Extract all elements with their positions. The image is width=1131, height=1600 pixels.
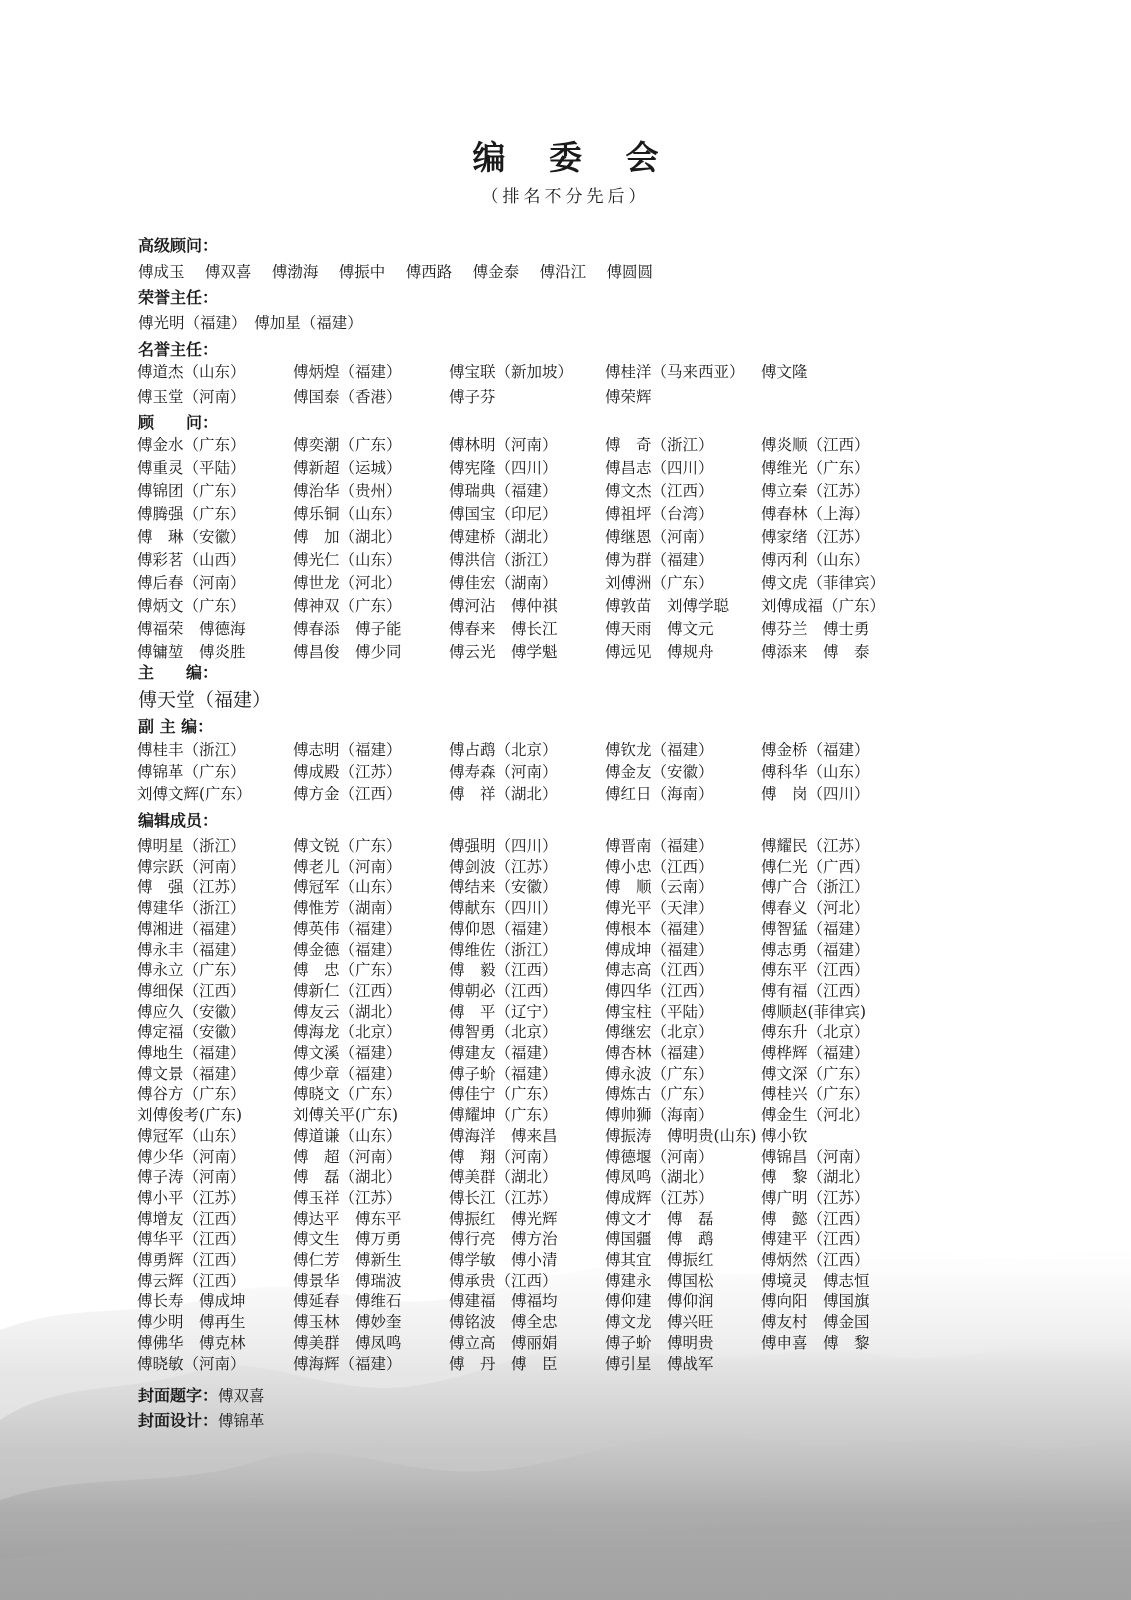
- name-entry: 傅祖坪（台湾）: [605, 505, 714, 523]
- cover-design-label: 封面设计：: [138, 1411, 219, 1430]
- name-entry: 傅昌志（四川）: [605, 459, 714, 477]
- name-entry: 刘傅文辉(广东）: [137, 785, 252, 803]
- cover-calligraphy-label: 封面题字：: [138, 1386, 219, 1405]
- name-entry: 傅志勇（福建）: [761, 940, 870, 959]
- name-entry: 傅文锐（广东）: [293, 837, 402, 855]
- editorial-members-row: [0, 1186, 1131, 1208]
- editorial-members-row: [0, 1310, 1131, 1332]
- name-entry: 傅铭波 傅全忠: [449, 1313, 558, 1332]
- editorial-members-row: [0, 958, 1131, 980]
- name-entry: 傅长江（江苏）: [449, 1188, 558, 1207]
- name-entry: 傅炳煌（福建）: [293, 363, 402, 381]
- editorial-members-row: [0, 979, 1131, 1001]
- name-entry: 傅文溪（福建）: [293, 1044, 402, 1062]
- page-subtitle: （排名不分先后）: [481, 187, 650, 207]
- name-entry: 傅彩茗（山西）: [137, 551, 246, 569]
- name-entry: 傅春林（上海）: [761, 505, 870, 523]
- name-entry: 傅振涛 傅明贵(山东): [605, 1126, 757, 1145]
- name-entry: 傅广明（江苏）: [761, 1188, 870, 1207]
- name-entry: 傅增友（江西）: [137, 1209, 246, 1228]
- name-entry: 傅乐铜（山东）: [293, 505, 402, 523]
- name-entry: 傅光仁（山东）: [293, 551, 402, 569]
- editorial-members-row: [0, 1331, 1131, 1353]
- deputy-editors-row: [0, 760, 1131, 782]
- name-entry: 傅文深（广东）: [761, 1064, 870, 1083]
- editorial-members-row: [0, 1207, 1131, 1229]
- name-entry: 傅华平（江西）: [137, 1230, 246, 1249]
- name-entry: 傅晓文（广东）: [293, 1085, 402, 1104]
- name-entry: 傅芬兰 傅士勇: [761, 620, 870, 638]
- editorial-members-label: 编辑成员：: [138, 811, 219, 830]
- name-entry: 傅 岗（四川）: [761, 785, 870, 803]
- name-entry: 傅智猛（福建）: [761, 919, 870, 938]
- name-entry: 傅炼古（广东）: [605, 1085, 714, 1104]
- name-entry: 傅洪信（浙江）: [449, 551, 558, 569]
- name-entry: 傅 奇（浙江）: [605, 436, 714, 454]
- name-entry: 刘傅洲（广东）: [605, 574, 714, 592]
- honorary-chair-row: [0, 360, 1131, 382]
- name-entry: 傅申喜 傅 黎: [761, 1333, 870, 1352]
- name-entry: 傅林明（河南）: [449, 436, 558, 454]
- name-entry: 傅文龙 傅兴旺: [605, 1313, 714, 1332]
- name-entry: 傅文生 傅万勇: [293, 1230, 402, 1249]
- editorial-members-row: [0, 1103, 1131, 1125]
- name-entry: 傅晋南（福建）: [605, 837, 714, 855]
- name-entry: 傅四华（江西）: [605, 981, 714, 1000]
- name-entry: 傅永立（广东）: [137, 961, 246, 980]
- name-entry: 傅 祥（湖北）: [449, 785, 558, 803]
- name-entry: 傅文景（福建）: [137, 1064, 246, 1083]
- name-entry: 傅耀民（江苏）: [761, 837, 870, 855]
- name-entry: 傅 丹 傅 臣: [449, 1354, 558, 1373]
- name-entry: 傅 超（河南）: [293, 1147, 402, 1166]
- name-entry: 傅钦龙（福建）: [605, 741, 714, 759]
- name-entry: 傅锦昌（河南）: [761, 1147, 870, 1166]
- name-entry: 傅友云（湖北）: [293, 1002, 402, 1021]
- name-entry: 傅玉堂（河南）: [137, 388, 246, 406]
- name-entry: 傅志明（福建）: [293, 741, 402, 759]
- name-entry: 傅惟芳（湖南）: [293, 899, 402, 918]
- name-entry: 傅建福 傅福均: [449, 1292, 558, 1311]
- editorial-members-row: [0, 1269, 1131, 1291]
- name-entry: 傅智勇（北京）: [449, 1023, 558, 1042]
- page-title: 编 委 会: [472, 138, 675, 177]
- name-entry: 傅应久（安徽）: [137, 1002, 246, 1021]
- name-entry: 傅家绪（江苏）: [761, 528, 870, 546]
- cover-design-credit: [138, 1408, 265, 1431]
- editorial-members-row: [0, 1041, 1131, 1063]
- name-entry: 傅立高 傅丽娟: [449, 1333, 558, 1352]
- deputy-editors-row: [0, 738, 1131, 760]
- name-entry: 傅达平 傅东平: [293, 1209, 402, 1228]
- name-entry: 傅东平（江西）: [761, 961, 870, 980]
- name-entry: 傅美群（湖北）: [449, 1168, 558, 1187]
- name-entry: 傅成殿（江苏）: [293, 763, 402, 781]
- editorial-members-row: [0, 1082, 1131, 1104]
- deputy-editors-row: [0, 782, 1131, 804]
- name-entry: 傅建平（江西）: [761, 1230, 870, 1249]
- advisors-row: [0, 548, 1131, 570]
- name-entry: 傅少明 傅再生: [137, 1313, 246, 1332]
- name-entry: 傅神双（广东）: [293, 597, 402, 615]
- name-entry: 傅 磊（湖北）: [293, 1168, 402, 1187]
- name-entry: 傅 平（辽宁）: [449, 1002, 558, 1021]
- senior-advisors-names: 傅成玉 傅双喜 傅渤海 傅振中 傅西路 傅金泰 傅沿江 傅圆圆: [138, 263, 653, 281]
- name-entry: 傅镛堃 傅炎胜: [137, 643, 246, 661]
- name-entry: 傅荣辉: [605, 388, 652, 406]
- name-entry: 傅佳宁（广东）: [449, 1085, 558, 1104]
- name-entry: 傅佛华 傅克林: [137, 1333, 246, 1352]
- editorial-members-row: [0, 896, 1131, 918]
- name-entry: 傅红日（海南）: [605, 785, 714, 803]
- name-entry: 傅福荣 傅德海: [137, 620, 246, 638]
- name-entry: 傅永丰（福建）: [137, 940, 246, 959]
- name-entry: 傅湘进（福建）: [137, 919, 246, 938]
- name-entry: 傅海辉（福建）: [293, 1354, 402, 1373]
- name-entry: 傅帅狮（海南）: [605, 1106, 714, 1125]
- cover-calligraphy-credit: [138, 1383, 265, 1406]
- name-entry: 傅春义（河北）: [761, 899, 870, 918]
- name-entry: 傅桦辉（福建）: [761, 1044, 870, 1062]
- name-entry: 傅佳宏（湖南）: [449, 574, 558, 592]
- name-entry: 傅文才 傅 磊: [605, 1209, 714, 1228]
- name-entry: 傅结来（安徽）: [449, 878, 558, 897]
- name-entry: 傅向阳 傅国旗: [761, 1292, 870, 1311]
- name-entry: 傅强明（四川）: [449, 837, 558, 855]
- name-entry: 傅 顺（云南）: [605, 878, 714, 897]
- name-entry: 傅顺赵(菲律宾): [761, 1002, 867, 1021]
- name-entry: 傅成坤（福建）: [605, 940, 714, 959]
- name-entry: 傅奕潮（广东）: [293, 436, 402, 454]
- name-entry: 傅新仁（江西）: [293, 981, 402, 1000]
- name-entry: 傅河沾 傅仲祺: [449, 597, 558, 615]
- editorial-members-row: [0, 1145, 1131, 1167]
- name-entry: 傅学敏 傅小清: [449, 1251, 558, 1269]
- name-entry: 傅仰恩（福建）: [449, 919, 558, 938]
- editorial-members-row: [0, 1352, 1131, 1374]
- name-entry: 傅小忠（江西）: [605, 857, 714, 876]
- name-entry: 傅治华（贵州）: [293, 482, 402, 500]
- name-entry: 傅振红 傅光辉: [449, 1209, 558, 1228]
- name-entry: 傅杏林（福建）: [605, 1044, 714, 1062]
- name-entry: 傅道杰（山东）: [137, 363, 246, 381]
- name-entry: 傅小钦: [761, 1126, 808, 1145]
- name-entry: 傅宪隆（四川）: [449, 459, 558, 477]
- name-entry: 傅寿森（河南）: [449, 763, 558, 781]
- name-entry: 傅占鹉（北京）: [449, 741, 558, 759]
- name-entry: 傅谷方（广东）: [137, 1085, 246, 1104]
- editorial-members-row: [0, 1248, 1131, 1270]
- name-entry: 傅建永 傅国松: [605, 1271, 714, 1290]
- name-entry: 傅勇辉（江西）: [137, 1251, 246, 1269]
- name-entry: 傅维光（广东）: [761, 459, 870, 477]
- chief-editor-label: 主 编：: [138, 663, 219, 682]
- name-entry: 傅国疆 傅 鹉: [605, 1230, 714, 1249]
- name-entry: 傅桂丰（浙江）: [137, 741, 246, 759]
- name-entry: 傅 加（湖北）: [293, 528, 402, 546]
- name-entry: 傅冠军（山东）: [293, 878, 402, 897]
- name-entry: 傅维佐（浙江）: [449, 940, 558, 959]
- name-entry: 傅炳文（广东）: [137, 597, 246, 615]
- name-entry: 傅子蚧（福建）: [449, 1064, 558, 1083]
- name-entry: 傅重灵（平陆）: [137, 459, 246, 477]
- honorary-chair-row: [0, 385, 1131, 407]
- name-entry: 傅春来 傅长江: [449, 620, 558, 638]
- name-entry: 傅金友（安徽）: [605, 763, 714, 781]
- name-entry: 傅少章（福建）: [293, 1064, 402, 1083]
- name-entry: 傅添来 傅 泰: [761, 643, 870, 661]
- name-entry: 傅承贵（江西）: [449, 1271, 558, 1290]
- name-entry: 傅云辉（江西）: [137, 1271, 246, 1290]
- name-entry: 傅宗跃（河南）: [137, 857, 246, 876]
- name-entry: 傅景华 傅瑞波: [293, 1271, 402, 1290]
- cover-design-value: 傅锦革: [218, 1412, 265, 1430]
- name-entry: 傅其宜 傅振红: [605, 1251, 714, 1269]
- name-entry: 傅 翔（河南）: [449, 1147, 558, 1166]
- name-entry: 傅金生（河北）: [761, 1106, 870, 1125]
- name-entry: 傅子芬: [449, 388, 496, 406]
- advisors-row: [0, 640, 1131, 662]
- name-entry: 傅建华（浙江）: [137, 899, 246, 918]
- name-entry: 傅东升（北京）: [761, 1023, 870, 1042]
- editorial-members-row: [0, 875, 1131, 897]
- deputy-editors-label: 副 主 编：: [138, 717, 214, 736]
- advisors-row: [0, 502, 1131, 524]
- name-entry: 傅友村 傅金国: [761, 1313, 870, 1332]
- honorary-director-label: 荣誉主任：: [138, 288, 219, 307]
- name-entry: 傅志高（江西）: [605, 961, 714, 980]
- name-entry: 傅凤鸣（湖北）: [605, 1168, 714, 1187]
- name-entry: 傅仁芳 傅新生: [293, 1251, 402, 1269]
- name-entry: 傅引星 傅战军: [605, 1354, 714, 1373]
- name-entry: 傅成辉（江苏）: [605, 1188, 714, 1207]
- senior-advisors-label: 高级顾问：: [138, 236, 219, 255]
- editorial-members-row: [0, 1124, 1131, 1146]
- chief-editor-name: 傅天堂（福建）: [138, 689, 272, 711]
- name-entry: 傅玉祥（江苏）: [293, 1188, 402, 1207]
- name-entry: 傅玉林 傅妙奎: [293, 1313, 402, 1332]
- editorial-members-row: [0, 1227, 1131, 1249]
- name-entry: 傅金桥（福建）: [761, 741, 870, 759]
- name-entry: 傅延春 傅维石: [293, 1292, 402, 1311]
- editorial-members-row: [0, 917, 1131, 939]
- name-entry: 刘傅俊考(广东): [137, 1106, 243, 1125]
- name-entry: 傅海洋 傅来昌: [449, 1126, 558, 1145]
- name-entry: 傅炎顺（江西）: [761, 436, 870, 454]
- name-entry: 傅长寿 傅成坤: [137, 1292, 246, 1311]
- name-entry: 傅继恩（河南）: [605, 528, 714, 546]
- name-entry: 傅朝必（江西）: [449, 981, 558, 1000]
- name-entry: 傅国宝（印尼）: [449, 505, 558, 523]
- name-entry: 傅子蚧 傅明贵: [605, 1333, 714, 1352]
- name-entry: 傅文杰（江西）: [605, 482, 714, 500]
- name-entry: 傅冠军（山东）: [137, 1126, 246, 1145]
- name-entry: 傅远见 傅规舟: [605, 643, 714, 661]
- name-entry: 傅 懿（江西）: [761, 1209, 870, 1228]
- editorial-members-row: [0, 1289, 1131, 1311]
- name-entry: 傅子涛（河南）: [137, 1168, 246, 1187]
- name-entry: 傅云光 傅学魁: [449, 643, 558, 661]
- name-entry: 傅剑波（江苏）: [449, 857, 558, 876]
- name-entry: 傅桂兴（广东）: [761, 1085, 870, 1104]
- editorial-members-row: [0, 938, 1131, 960]
- name-entry: 傅方金（江西）: [293, 785, 402, 803]
- advisors-row: [0, 433, 1131, 455]
- name-entry: 傅金水（广东）: [137, 436, 246, 454]
- name-entry: 傅宝联（新加坡）: [449, 363, 574, 381]
- editorial-members-row: [0, 1000, 1131, 1022]
- advisors-row: [0, 571, 1131, 593]
- name-entry: 傅英伟（福建）: [293, 919, 402, 938]
- name-entry: 傅地生（福建）: [137, 1044, 246, 1062]
- name-entry: 傅昌俊 傅少同: [293, 643, 402, 661]
- name-entry: 傅小平（江苏）: [137, 1188, 246, 1207]
- name-entry: 傅仁光（广西）: [761, 857, 870, 876]
- name-entry: 刘傅成福（广东）: [761, 597, 886, 615]
- name-entry: 傅科华（山东）: [761, 763, 870, 781]
- name-entry: 傅 琳（安徽）: [137, 528, 246, 546]
- name-entry: 傅为群（福建）: [605, 551, 714, 569]
- name-entry: 傅少华（河南）: [137, 1147, 246, 1166]
- editorial-members-row: [0, 1062, 1131, 1084]
- name-entry: 傅细保（江西）: [137, 981, 246, 1000]
- name-entry: 傅桂洋（马来西亚）: [605, 363, 745, 381]
- name-entry: 傅广合（浙江）: [761, 878, 870, 897]
- honorary-chair-label: 名誉主任：: [138, 340, 219, 359]
- name-entry: 傅腾强（广东）: [137, 505, 246, 523]
- name-entry: 傅锦团（广东）: [137, 482, 246, 500]
- name-entry: 傅美群 傅凤鸣: [293, 1333, 402, 1352]
- name-entry: 傅国泰（香港）: [293, 388, 402, 406]
- name-entry: 傅敦苗 刘傅学聪: [605, 597, 730, 615]
- name-entry: 傅晓敏（河南）: [137, 1354, 246, 1373]
- editorial-members-row: [0, 1020, 1131, 1042]
- name-entry: 傅立秦（江苏）: [761, 482, 870, 500]
- name-entry: 傅锦革（广东）: [137, 763, 246, 781]
- name-entry: 傅金德（福建）: [293, 940, 402, 959]
- name-entry: 傅行亮 傅方治: [449, 1230, 558, 1249]
- name-entry: 傅道谦（山东）: [293, 1126, 402, 1145]
- advisors-label: 顾 问：: [138, 413, 219, 432]
- name-entry: 傅天雨 傅文元: [605, 620, 714, 638]
- advisors-row: [0, 525, 1131, 547]
- name-entry: 傅定福（安徽）: [137, 1023, 246, 1042]
- name-entry: 傅世龙（河北）: [293, 574, 402, 592]
- editorial-members-row: [0, 834, 1131, 856]
- name-entry: 傅瑞典（福建）: [449, 482, 558, 500]
- name-entry: 傅建友（福建）: [449, 1044, 558, 1062]
- advisors-row: [0, 479, 1131, 501]
- advisors-row: [0, 594, 1131, 616]
- name-entry: 傅文隆: [761, 363, 808, 381]
- name-entry: 傅献东（四川）: [449, 899, 558, 918]
- name-entry: 傅春添 傅子能: [293, 620, 402, 638]
- name-entry: 傅老儿（河南）: [293, 857, 402, 876]
- name-entry: 傅 忠（广东）: [293, 961, 402, 980]
- honorary-director-names: 傅光明（福建） 傅加星（福建）: [138, 314, 363, 332]
- name-entry: 傅丙利（山东）: [761, 551, 870, 569]
- name-entry: 傅 黎（湖北）: [761, 1168, 870, 1187]
- name-entry: 傅耀坤（广东）: [449, 1106, 558, 1125]
- name-entry: 傅炳然（江西）: [761, 1251, 870, 1269]
- editorial-members-row: [0, 1165, 1131, 1187]
- name-entry: 刘傅关平(广东): [293, 1106, 399, 1125]
- name-entry: 傅境灵 傅志恒: [761, 1271, 870, 1290]
- name-entry: 傅光平（天津）: [605, 899, 714, 918]
- name-entry: 傅明星（浙江）: [137, 837, 246, 855]
- cover-calligraphy-value: 傅双喜: [218, 1387, 265, 1405]
- advisors-row: [0, 617, 1131, 639]
- name-entry: 傅有福（江西）: [761, 981, 870, 1000]
- name-entry: 傅继宏（北京）: [605, 1023, 714, 1042]
- editorial-members-row: [0, 855, 1131, 877]
- name-entry: 傅永波（广东）: [605, 1064, 714, 1083]
- name-entry: 傅新超（运城）: [293, 459, 402, 477]
- name-entry: 傅建桥（湖北）: [449, 528, 558, 546]
- advisors-row: [0, 456, 1131, 478]
- name-entry: 傅海龙（北京）: [293, 1023, 402, 1042]
- name-entry: 傅德堰（河南）: [605, 1147, 714, 1166]
- name-entry: 傅仰建 傅仰润: [605, 1292, 714, 1311]
- name-entry: 傅 毅（江西）: [449, 961, 558, 980]
- name-entry: 傅文虎（菲律宾）: [761, 574, 886, 592]
- name-entry: 傅宝柱（平陆）: [605, 1002, 714, 1021]
- name-entry: 傅根本（福建）: [605, 919, 714, 938]
- name-entry: 傅后春（河南）: [137, 574, 246, 592]
- name-entry: 傅 强（江苏）: [137, 878, 246, 897]
